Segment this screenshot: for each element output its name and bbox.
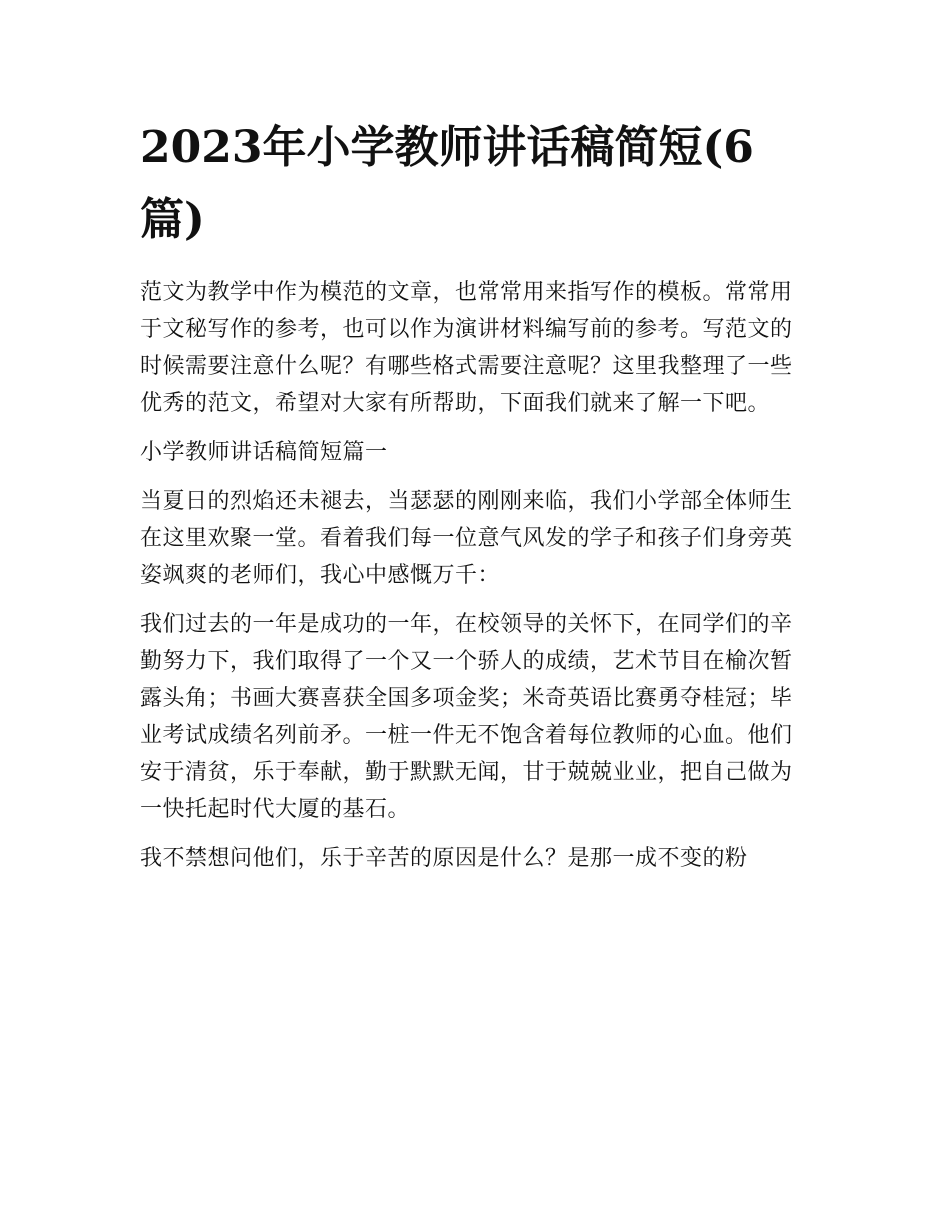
document-content [140, 112, 812, 889]
section-paragraph-3: 我不禁想问他们，乐于辛苦的原因是什么？是那一成不变的粉 [140, 846, 748, 871]
intro-paragraph: 范文为教学中作为模范的文章，也常常用来指写作的模板。常常用于文秘写作的参考，也可以作为演讲材料编写前的参考。写范文的时候需要注意什么呢？有哪些格式需要注意呢？这里我整理了一些优秀的范文，希望对大家有所帮助，下面我们就来了解一下吧。 [140, 280, 793, 416]
section-paragraph-1: 当夏日的烈焰还未褪去，当瑟瑟的刚刚来临，我们小学部全体师生在这里欢聚一堂。看着我们每一位意气风发的学子和孩子们身旁英姿飒爽的老师们，我心中感慨万千： [140, 489, 793, 588]
section-paragraph-2: 我们过去的一年是成功的一年，在校领导的关怀下，在同学们的辛勤努力下，我们取得了一个又一个骄人的成绩，艺术节目在榆次暂露头角；书画大赛喜获全国多项金奖；米奇英语比赛勇夺桂冠；毕业考试成绩名列前矛。一桩一件无不饱含着每位教师的心血。他们安于清贫，乐于奉献，勤于默默无闻，甘于兢兢业业，把自己做为一快托起时代大厦的基石。 [140, 612, 793, 822]
document-title: 2023年小学教师讲话稿简短(6篇) [140, 122, 754, 245]
section-heading: 小学教师讲话稿简短篇一 [140, 440, 388, 465]
